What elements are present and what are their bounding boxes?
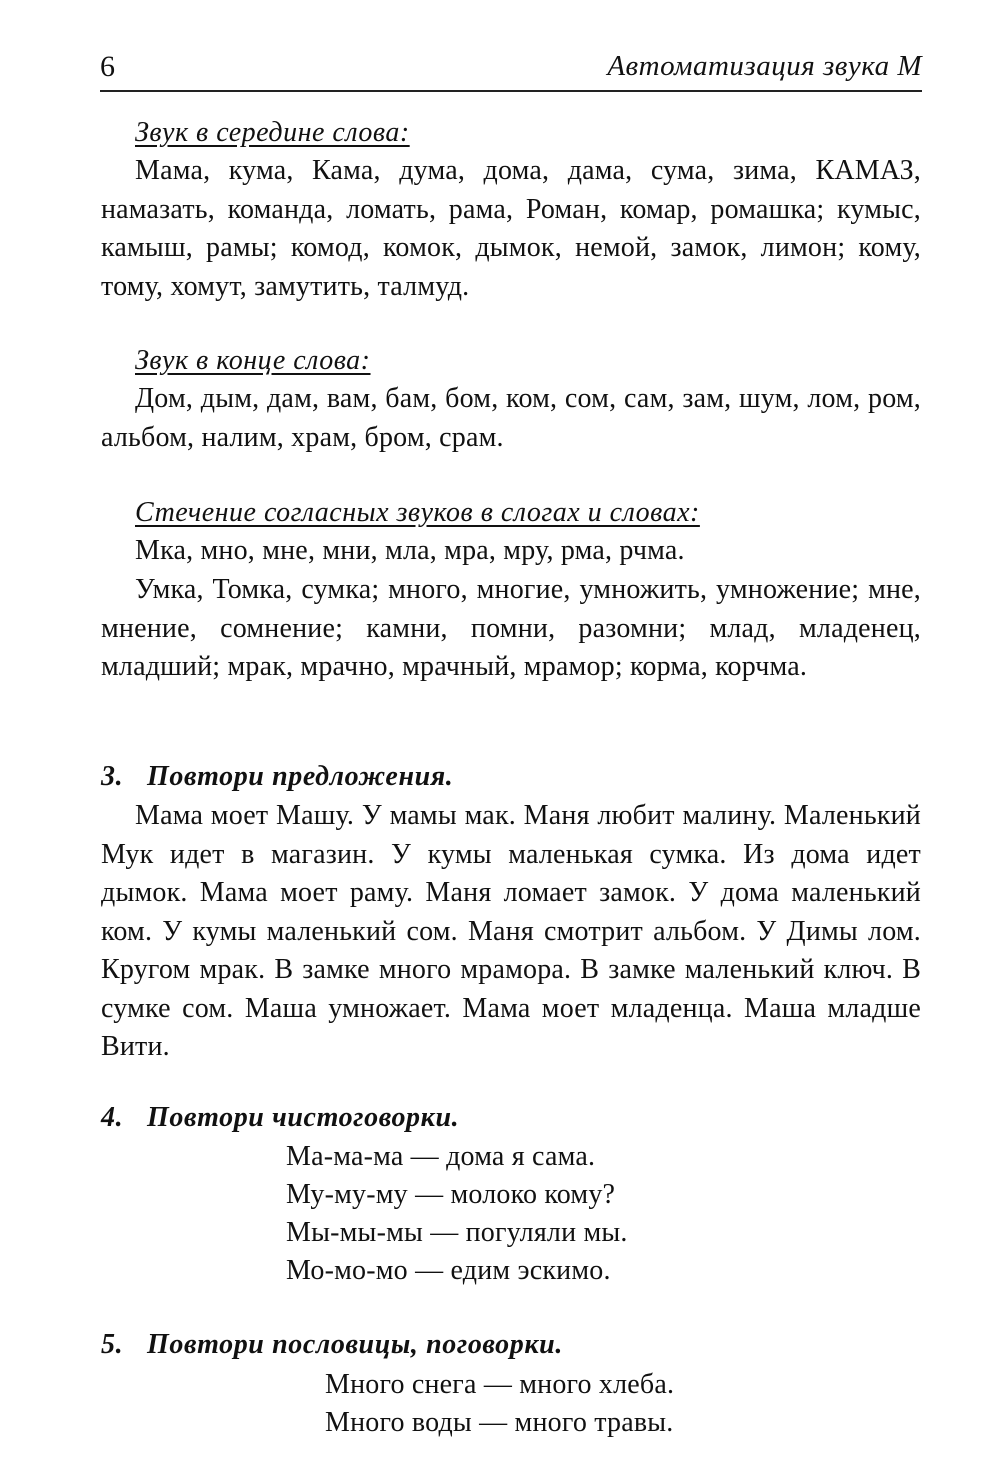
tongue-twisters (286, 1138, 628, 1290)
paragraph-sound-middle: Мама, кума, Кама, дума, дома, дама, сума, зима, КАМАЗ, намазать, команда, ломать, рама, Роман, комар, ромашка; кумыс, камыш, рамы; комод, комок, дымок, немой, замок, лимон; кому, тому, хомут, замутить, талмуд. (101, 155, 921, 302)
task-4-title: Повтори чистоговорки. (147, 1102, 460, 1133)
proverb-line: Много воды — много травы. (325, 1407, 674, 1438)
heading-sound-middle: Звук в середине слова: (135, 117, 410, 148)
task-5-heading (101, 1329, 563, 1361)
proverb-line: Много снега — много хлеба. (325, 1369, 675, 1400)
task-5-number: 5. (101, 1329, 124, 1360)
heading-sound-end: Звук в конце слова: (135, 345, 371, 376)
verse-line: Ма-ма-ма — дома я сама. (286, 1141, 596, 1172)
task-5-title: Повтори пословицы, поговорки. (147, 1329, 563, 1360)
paragraph-task-3: Мама моет Машу. У мамы мак. Маня любит малину. Маленький Мук идет в магазин. У кумы маленькая сумка. Из дома идет дымок. Мама моет раму. Маня ломает замок. У дома маленький ком. У кумы маленький сом. Маня смотрит альбом. У Димы лом. Кругом мрак. В замке много мрамора. В замке маленький ключ. В сумке сом. Маша умножает. Мама моет младенца. Маша младше Вити. (101, 800, 921, 1062)
page-number: 6 (100, 50, 115, 83)
verse-line: Му-му-му — молоко кому? (286, 1179, 616, 1210)
paragraph-cluster-words: Умка, Томка, сумка; много, многие, умножить, умножение; мне, мнение, сомнение; камни, помни, разомни; млад, младенец, младший; мрак, мрачно, мрачный, мрамор; корма, корчма. (101, 574, 921, 682)
verse-line: Мы-мы-мы — погуляли мы. (286, 1217, 628, 1248)
proverbs (325, 1366, 674, 1442)
task-4-heading (101, 1102, 459, 1134)
task-3-title: Повтори предложения. (147, 761, 454, 792)
heading-consonant-clusters: Стечение согласных звуков в слогах и словах: (135, 497, 700, 528)
task-4-number: 4. (101, 1102, 124, 1133)
page-header (100, 50, 922, 92)
task-3-number: 3. (101, 761, 124, 792)
paragraph-syllables: Мка, мно, мне, мни, мла, мра, мру, рма, рчма. (135, 535, 685, 566)
verse-line: Мо-мо-мо — едим эскимо. (286, 1255, 611, 1286)
running-title: Автоматизация звука М (607, 50, 922, 82)
paragraph-sound-end: Дом, дым, дам, вам, бам, бом, ком, сом, сам, зам, шум, лом, ром, альбом, налим, храм, бром, срам. (101, 383, 921, 453)
task-3-heading (101, 761, 453, 793)
